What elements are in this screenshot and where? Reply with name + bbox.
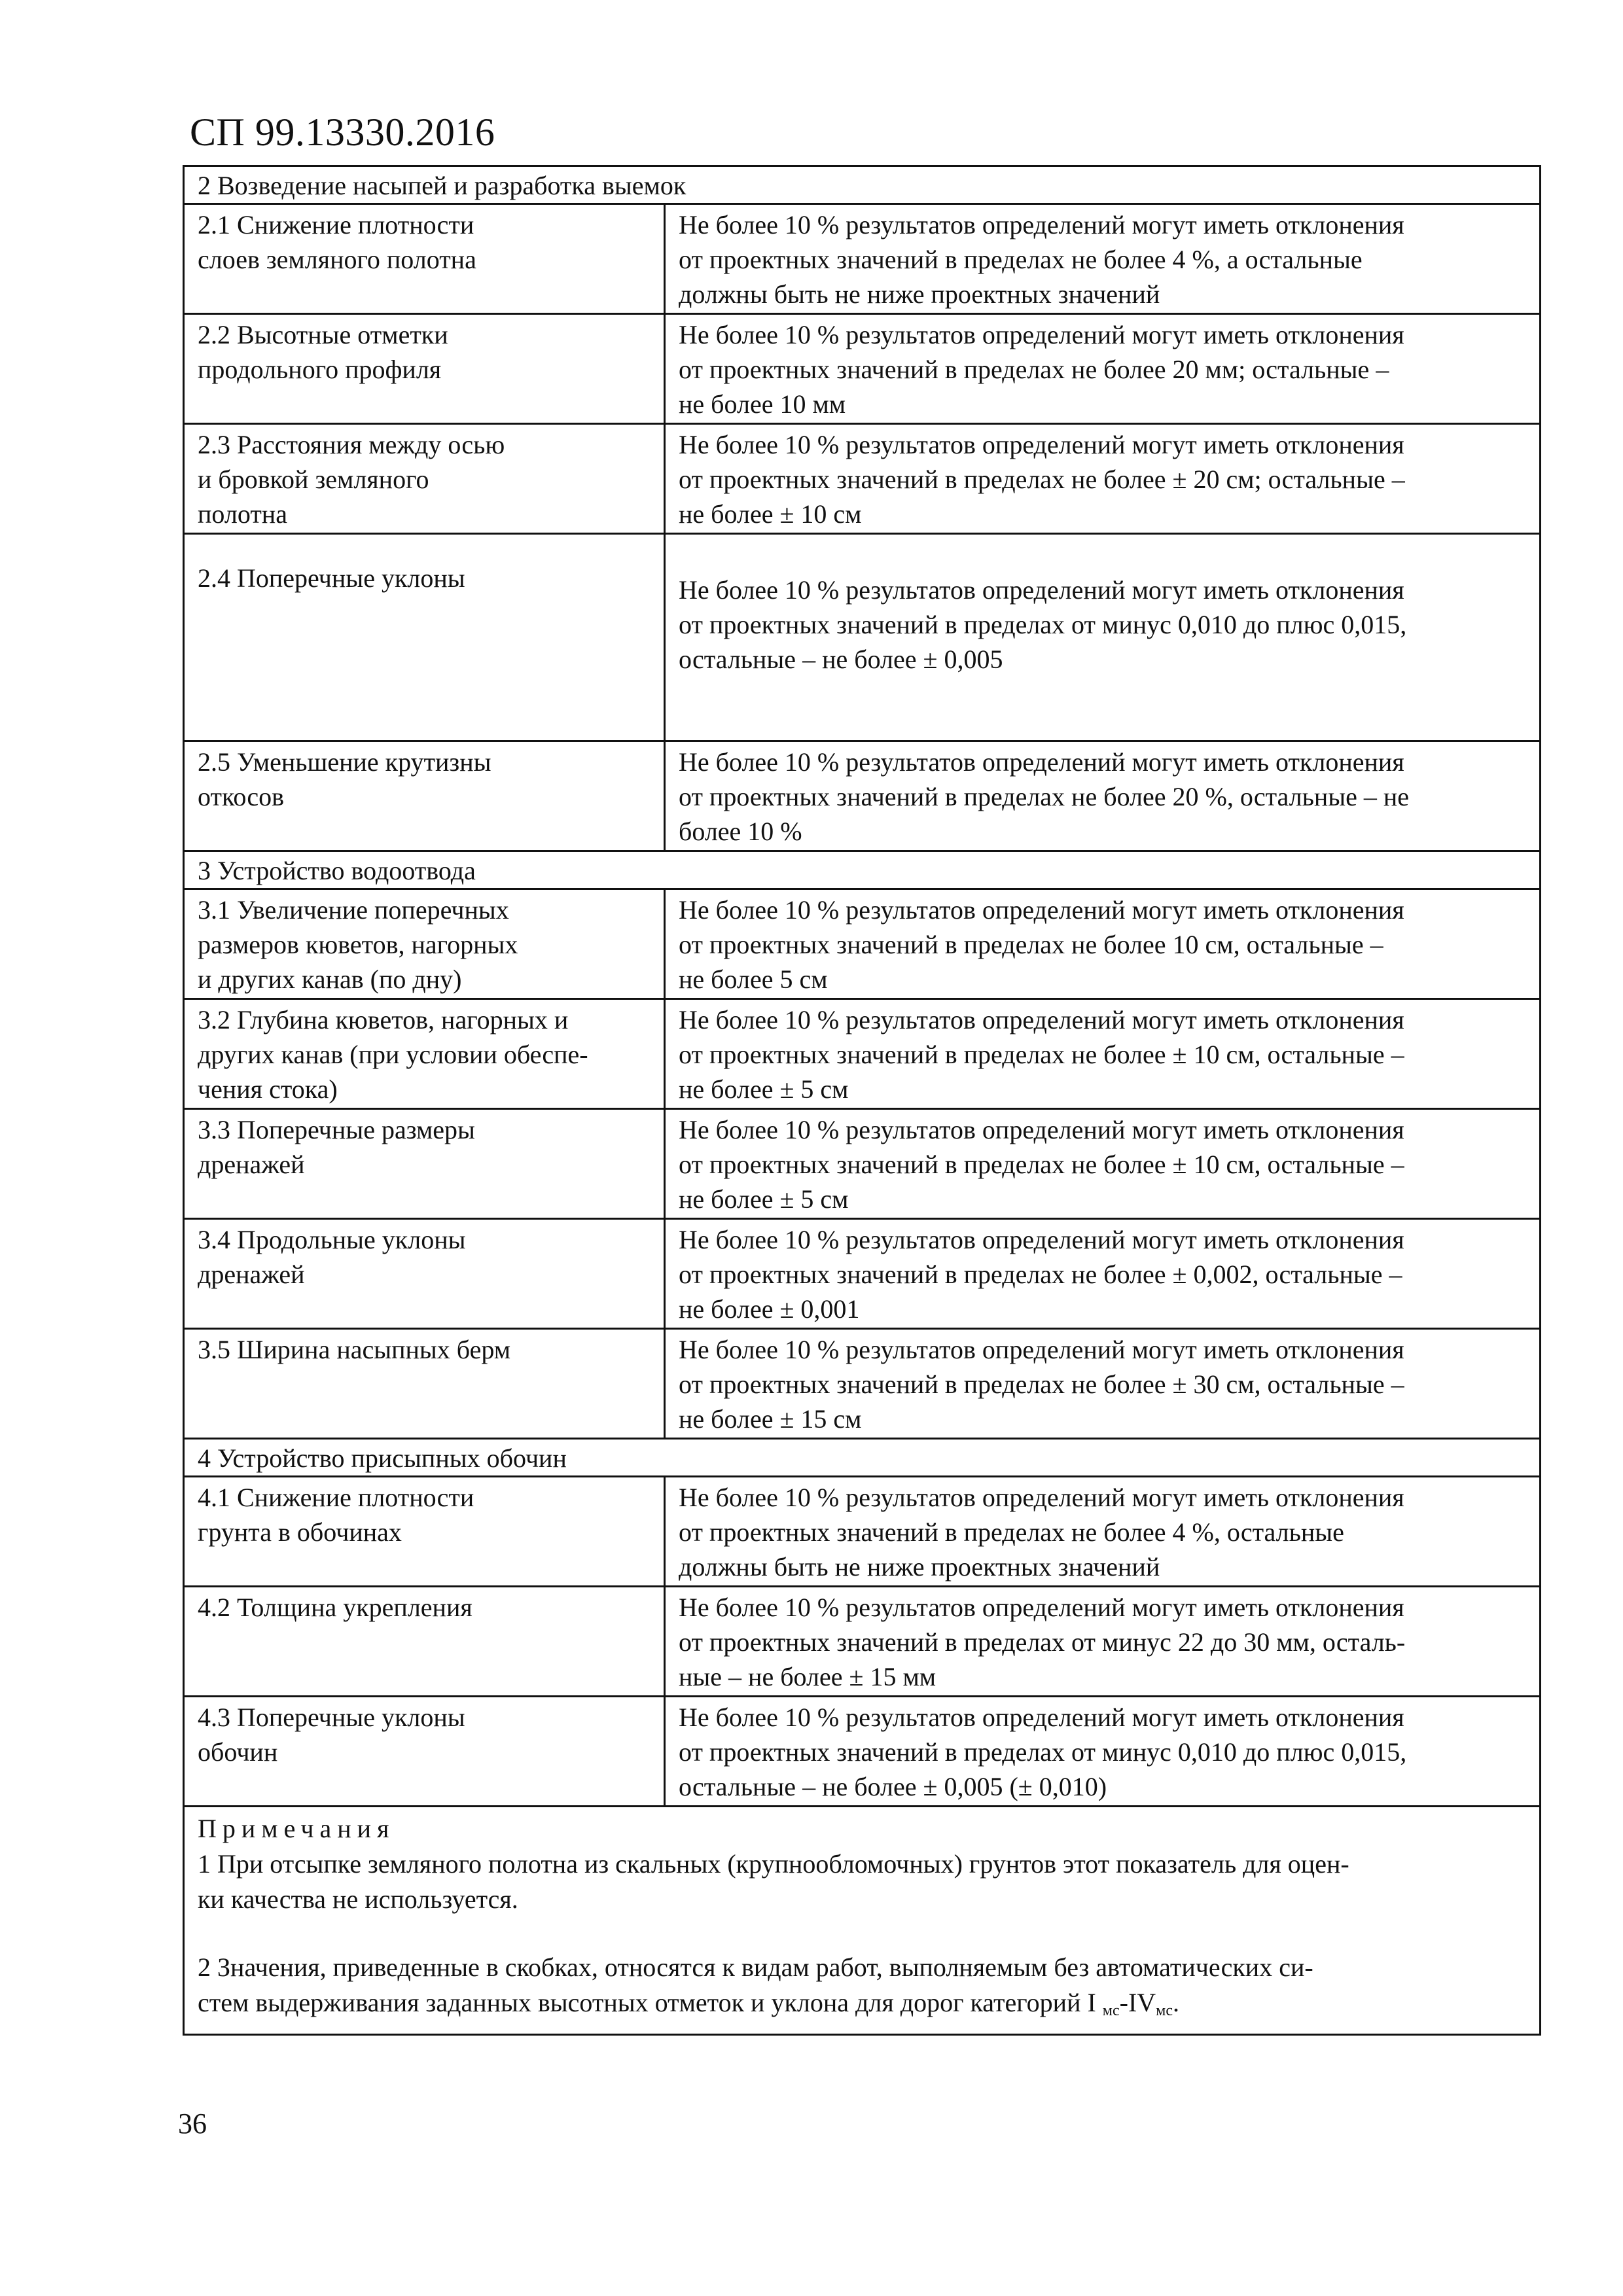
table-row (185, 315, 1539, 425)
requirement-cell: Не более 10 % результатов определений могут иметь отклонения от проектных значений в пределах не более 10 см, остальные – не более 5 см (679, 895, 1404, 994)
section-title: 4 Устройство присыпных обочин (198, 1443, 567, 1473)
requirement-cell: Не более 10 % результатов определений могут иметь отклонения от проектных значений в пределах не более 20 мм; остальные – не более 10 мм (679, 320, 1404, 419)
table-row (185, 1000, 1539, 1110)
parameter-cell: 4.1 Снижение плотности грунта в обочинах (185, 1477, 666, 1585)
table-row (185, 742, 1539, 852)
document-code: СП 99.13330.2016 (190, 111, 495, 154)
parameter-cell: 3.3 Поперечные размеры дренажей (185, 1110, 666, 1218)
section-header-row (185, 167, 1539, 205)
parameter-cell: 2.4 Поперечные уклоны (185, 535, 666, 740)
notes-block (185, 1807, 1363, 2034)
requirement-cell: Не более 10 % результатов определений могут иметь отклонения от проектных значений в пределах не более ± 0,002, остальные – не более ± 0,001 (679, 1225, 1404, 1324)
parameter-cell: 2.5 Уменьшение крутизны откосов (185, 742, 666, 850)
section-title: 2 Возведение насыпей и разработка выемок (198, 171, 687, 200)
table-row (185, 1110, 1539, 1220)
parameter-cell: 2.1 Снижение плотности слоев земляного полотна (185, 205, 666, 313)
parameter-cell: 3.4 Продольные уклоны дренажей (185, 1220, 666, 1328)
requirement-cell: Не более 10 % результатов определений могут иметь отклонения от проектных значений в пределах от минус 0,010 до плюс 0,015, остальные – не более ± 0,005 (± 0,010) (679, 1703, 1407, 1801)
section-header-row (185, 852, 1539, 890)
table-row (185, 425, 1539, 535)
tolerance-table (183, 165, 1541, 2036)
requirement-cell: Не более 10 % результатов определений могут иметь отклонения от проектных значений в пределах от минус 22 до 30 мм, осталь- ные – не более ± 15 мм (679, 1593, 1406, 1691)
note-1: 1 При отсыпке земляного полотна из скальных (крупнообломочных) грунтов этот показатель для оцен- (198, 1849, 1349, 1879)
table-row (185, 1220, 1539, 1330)
note-2: 2 Значения, приведенные в скобках, относятся к видам работ, выполняемым без автоматических си- (198, 1952, 1313, 1982)
requirement-cell: Не более 10 % результатов определений могут иметь отклонения от проектных значений в пределах не более ± 10 см, остальные – не более ± 5 см (679, 1005, 1404, 1104)
table-row (185, 205, 1539, 315)
requirement-cell: Не более 10 % результатов определений могут иметь отклонения от проектных значений в пределах не более ± 10 см, остальные – не более ± 5 см (679, 1115, 1404, 1214)
page-number: 36 (178, 2108, 207, 2140)
requirement-cell: Не более 10 % результатов определений могут иметь отклонения от проектных значений в пределах от минус 0,010 до плюс 0,015, остальные – не более ± 0,005 (679, 575, 1407, 674)
parameter-cell: 2.2 Высотные отметки продольного профиля (185, 315, 666, 423)
table-row (185, 535, 1539, 742)
parameter-cell: 3.1 Увеличение поперечных размеров кюветов, нагорных и других канав (по дну) (185, 890, 666, 998)
section-title: 3 Устройство водоотвода (198, 856, 476, 885)
requirement-cell: Не более 10 % результатов определений могут иметь отклонения от проектных значений в пределах не более 4 %, остальные должны быть не ниже проектных значений (679, 1483, 1404, 1581)
section-header-row (185, 1439, 1539, 1477)
table-row (185, 890, 1539, 1000)
parameter-cell: 4.3 Поперечные уклоны обочин (185, 1697, 666, 1805)
requirement-cell: Не более 10 % результатов определений могут иметь отклонения от проектных значений в пределах не более 20 %, остальные – не более 10 % (679, 747, 1410, 846)
table-row (185, 1697, 1539, 1807)
table-row (185, 1477, 1539, 1587)
parameter-cell: 3.2 Глубина кюветов, нагорных и других канав (при условии обеспе- чения стока) (185, 1000, 666, 1108)
notes-row (185, 1807, 1539, 2034)
notes-title: Примечания (198, 1814, 395, 1843)
parameter-cell: 4.2 Толщина укрепления (185, 1587, 666, 1695)
requirement-cell: Не более 10 % результатов определений могут иметь отклонения от проектных значений в пределах не более ± 20 см; остальные – не более ± 10 см (679, 430, 1405, 529)
note-2-cont: стем выдерживания заданных высотных отметок и уклона для дорог категорий I $_{мс}-IV_{мс}$. (198, 1988, 1180, 2019)
requirement-cell: Не более 10 % результатов определений могут иметь отклонения от проектных значений в пределах не более 4 %, а остальные должны быть не ниже проектных значений (679, 210, 1404, 309)
table-row (185, 1587, 1539, 1697)
parameter-cell: 3.5 Ширина насыпных берм (185, 1330, 666, 1438)
table-row (185, 1330, 1539, 1439)
parameter-cell: 2.3 Расстояния между осью и бровкой земляного полотна (185, 425, 666, 533)
requirement-cell: Не более 10 % результатов определений могут иметь отклонения от проектных значений в пределах не более ± 30 см, остальные – не более ± 15 см (679, 1335, 1404, 1434)
note-1-cont: ки качества не используется. (198, 1884, 518, 1914)
